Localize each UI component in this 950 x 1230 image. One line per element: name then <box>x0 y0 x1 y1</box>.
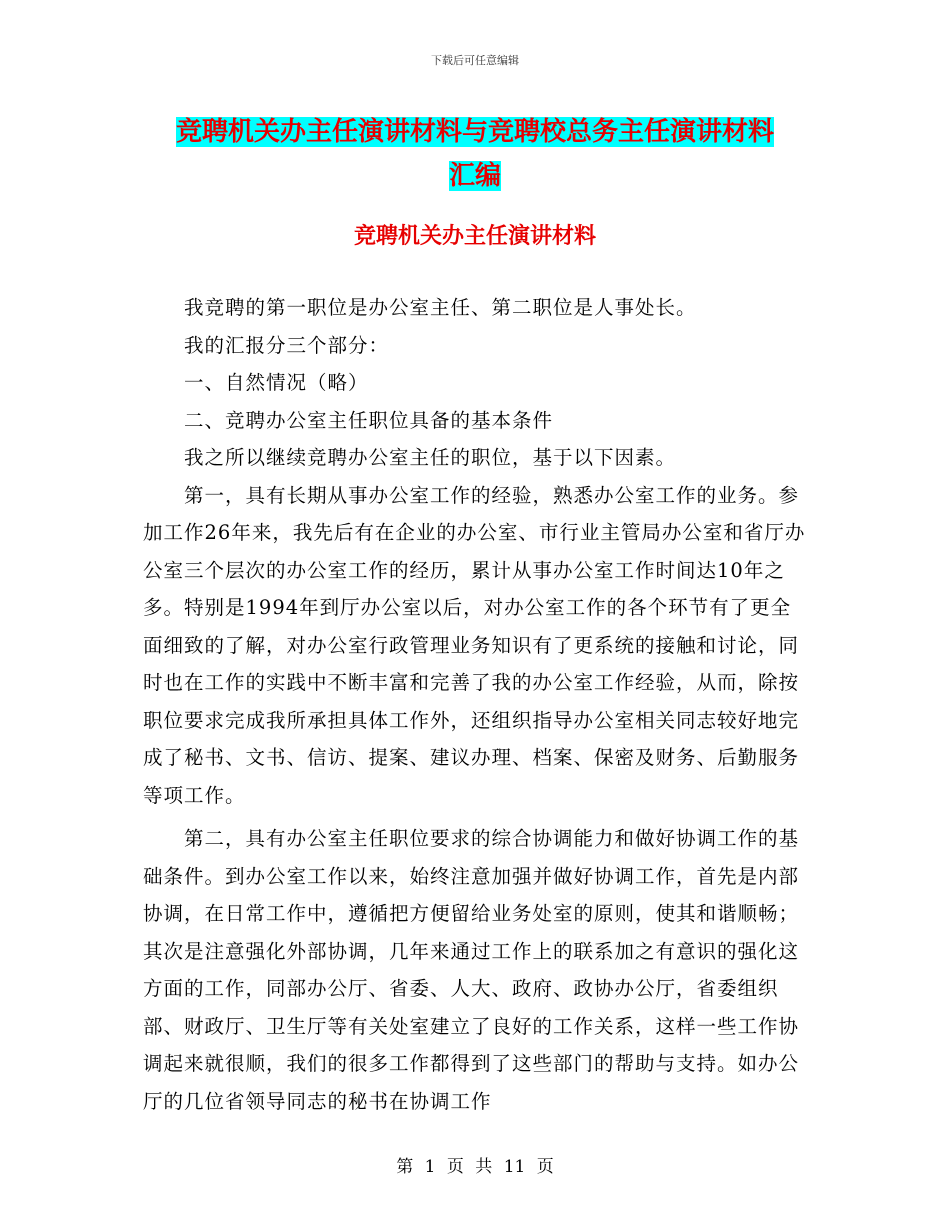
paragraph: 我竞聘的第一职位是办公室主任、第二职位是人事处长。 <box>183 296 697 319</box>
paragraph: 第一，具有长期从事办公室工作的经验，熟悉办公室工作的业务。参加工作26年来，我先后有在企业的办公室、市行业主管局办公室和省厅办公室三个层次的办公室工作的经历，累计从事办公室工作时间达10年之多。特别是1994年到厅办公室以后，对办公室工作的各个环节有了更全面细致的了解，对办公室行政管理业务知识有了更系统的接触和讨论，同时也在工作的实践中不断丰富和完善了我的办公室工作经验，从而，除按职位要求完成我所承担具体工作外，还组织指导办公室相关同志较好地完成了秘书、文书、信访、提案、建议办理、档案、保密及财务、后勤服务等项工作。 <box>143 483 806 807</box>
section-title: 竞聘机关办主任演讲材料 <box>353 224 596 249</box>
paragraph: 我之所以继续竞聘办公室主任的职位，基于以下因素。 <box>183 446 676 469</box>
paragraph: 我的汇报分三个部分： <box>183 333 389 357</box>
document-body <box>143 289 811 1120</box>
paragraph: 一、自然情况（略） <box>183 371 369 394</box>
header-note: 下载后可任意编辑 <box>431 54 519 67</box>
document-title <box>143 110 807 198</box>
paragraph: 二、竞聘办公室主任职位具备的基本条件 <box>183 408 553 432</box>
page-number: 第 1 页 共 11 页 <box>396 1157 554 1177</box>
document-title-line-1: 竞聘机关办主任演讲材料与竞聘校总务主任演讲材料 <box>175 117 774 147</box>
document-title-line-2: 汇编 <box>448 161 501 191</box>
paragraph: 第二，具有办公室主任职位要求的综合协调能力和做好协调工作的基础条件。到办公室工作以来，始终注意加强并做好协调工作，首先是内部协调，在日常工作中，遵循把方便留给业务处室的原则，使其和谐顺畅；其次是注意强化外部协调，几年来通过工作上的联系加之有意识的强化这方面的工作，同部办公厅、省委、人大、政府、政协办公厅，省委组织部、财政厅、卫生厅等有关处室建立了良好的工作关系，这样一些工作协调起来就很顺，我们的很多工作都得到了这些部门的帮助与支持。如办公厅的几位省领导同志的秘书在协调工作 <box>143 827 800 1113</box>
